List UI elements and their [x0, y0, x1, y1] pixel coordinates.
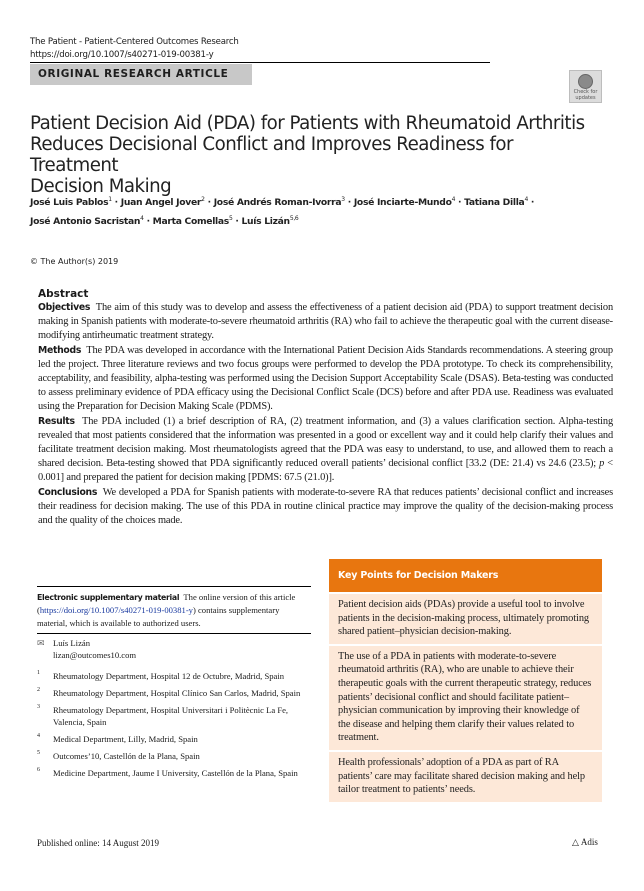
author[interactable]: José Andrés Roman-Ivorra$^3$	[213, 196, 345, 209]
check-for-updates-icon	[578, 74, 593, 89]
author[interactable]: Luís Lizán$^{5,6}$	[241, 215, 299, 228]
copyright-notice: © The Author(s) 2019	[30, 257, 119, 266]
abstract-methods: Methods The PDA was developed in accordance with the International Patient Decision Aids Standards recommendations. A steering group led the project. Three literature reviews and two focus groups were performed to develop the PDA prototype. To check its comprehensibility, acceptability, and feasibility, alpha-testing was performed using the Decision Support Acceptability Scale (DSAS). Beta-testing was conducted to assess preliminary evidence of PDA efficacy using the Decisional Conflict Scale (DCS) before and after PDA use. Readiness was evaluated using the Preparation for Decision Making Scale (PDMS).	[38, 344, 613, 413]
key-point-item: Health professionals’ adoption of a PDA as part of RA patients’ care may facilitate shared decision making and help tailor treatment to patients’ needs.	[329, 752, 602, 802]
doi-link[interactable]: https://doi.org/10.1007/s40271-019-00381-y	[30, 50, 214, 60]
published-date: Published online: 14 August 2019	[37, 838, 160, 848]
journal-header	[30, 36, 239, 62]
abstract-conclusions: Conclusions We developed a PDA for Spanish patients with moderate-to-severe RA that reduces patients’ decisional conflict and increases their readiness for decision making. The use of this PDA in routine clinical practice may improve the quality of the decision-making process and the quality of the choices made.	[38, 486, 613, 527]
adis-triangle-icon: △	[572, 837, 579, 847]
envelope-icon: ✉	[37, 638, 45, 648]
author[interactable]: José Inciarte-Mundo$^4$	[353, 196, 456, 209]
journal-name: The Patient - Patient-Centered Outcomes Research	[30, 37, 239, 47]
author[interactable]: Juan Angel Jover$^2$	[120, 196, 205, 209]
affiliations-list	[37, 670, 317, 784]
affiliation-item: 1 Rheumatology Department, Hospital 12 de Octubre, Madrid, Spain	[37, 670, 285, 681]
check-for-updates-button[interactable]: Check for updates	[569, 70, 602, 103]
correspondence	[37, 637, 317, 661]
key-points-heading: Key Points for Decision Makers	[329, 559, 602, 592]
abstract-heading: Abstract	[38, 288, 89, 300]
corresponding-author: Luís Lizán	[53, 638, 90, 648]
supplementary-doi-link[interactable]: https://doi.org/10.1007/s40271-019-00381-y	[39, 605, 193, 616]
author[interactable]: Marta Comellas$^5$	[152, 215, 233, 228]
abstract-results: Results The PDA included (1) a brief description of RA, (2) treatment information, and (3) a values clarification section. Alpha-testing revealed that most patients considered that the information was presented in a good or excellent way and it could help clarify their values and facilitate treatment decision making. Most rheumatologists agreed that the PDA was easy to understand, to use, and allowed them to reach a shared decision. Beta-testing showed that PDA significantly reduced overall patients’ decisional conflict [33.2 (DE: 21.4) vs 24.6 (23.5); p < 0.001] and prepared the patient for decision making [PDMS: 67.5 (21.0)].	[38, 415, 613, 484]
abstract-section	[38, 287, 613, 528]
key-point-item: The use of a PDA in patients with moderate-to-severe rheumatoid arthritis (RA), who are unable to achieve their therapeutic goals with the current therapeutic strategy, reduces patients’ decisional conflict and should facilitate patient–physician communication by improving their knowledge of the disease and helping them clarify their values related to treatment.	[329, 646, 602, 750]
affiliation-item: 6 Medicine Department, Jaume I University, Castellón de la Plana, Spain	[37, 767, 298, 778]
corresponding-email[interactable]: lizan@outcomes10.com	[53, 650, 137, 660]
article-title: Patient Decision Aid (PDA) for Patients with Rheumatoid Arthritis Reduces Decisional Conflict and Improves Readiness for Treatment Decision Making	[30, 113, 585, 197]
author[interactable]: Tatiana Dilla$^4$	[464, 196, 528, 209]
affiliation-item: 5 Outcomes’10, Castellón de la Plana, Spain	[37, 750, 200, 761]
key-point-item: Patient decision aids (PDAs) provide a useful tool to involve patients in the decision-making process, ultimately promoting shared patient–physician decision-making.	[329, 594, 602, 644]
affiliation-item: 4 Medical Department, Lilly, Madrid, Spain	[37, 733, 198, 744]
key-points-box	[329, 559, 602, 802]
abstract-objectives: Objectives The aim of this study was to develop and assess the effectiveness of a patient decision aid (PDA) to support treatment decision making in Spanish patients with moderate-to-severe rheumatoid arthritis (RA) who fail to achieve the therapeutic goal with the current disease-modifying antirheumatic treatment strategy.	[38, 302, 613, 342]
author[interactable]: José Antonio Sacristan$^4$	[30, 215, 144, 228]
affiliation-item: 2 Rheumatology Department, Hospital Clínico San Carlos, Madrid, Spain	[37, 687, 301, 698]
header-rule	[30, 62, 490, 63]
article-type-banner: ORIGINAL RESEARCH ARTICLE	[30, 64, 252, 85]
author-list: José Luis Pablos$^1$ · Juan Angel Jover$^2$ · José Andrés Roman-Ivorra$^3$ · José Inciarte-Mundo$^4$ · Tatiana Dilla$^4$ · José Antonio Sacristan$^4$ · Marta Comellas$^5$ · Luís Lizán$^{5,6}$	[30, 196, 535, 228]
affiliation-item: 3 Rheumatology Department, Hospital Universitari i Politècnic La Fe, Valencia, Spain	[37, 704, 289, 727]
publisher-logo: △ Adis	[572, 837, 598, 847]
author[interactable]: José Luis Pablos$^1$	[30, 196, 112, 209]
supplementary-material-note: Electronic supplementary material The online version of this article (https://doi.org/10.1007/s40271-019-00381-y) contains supplementary material, which is available to authorized users.	[37, 586, 311, 634]
